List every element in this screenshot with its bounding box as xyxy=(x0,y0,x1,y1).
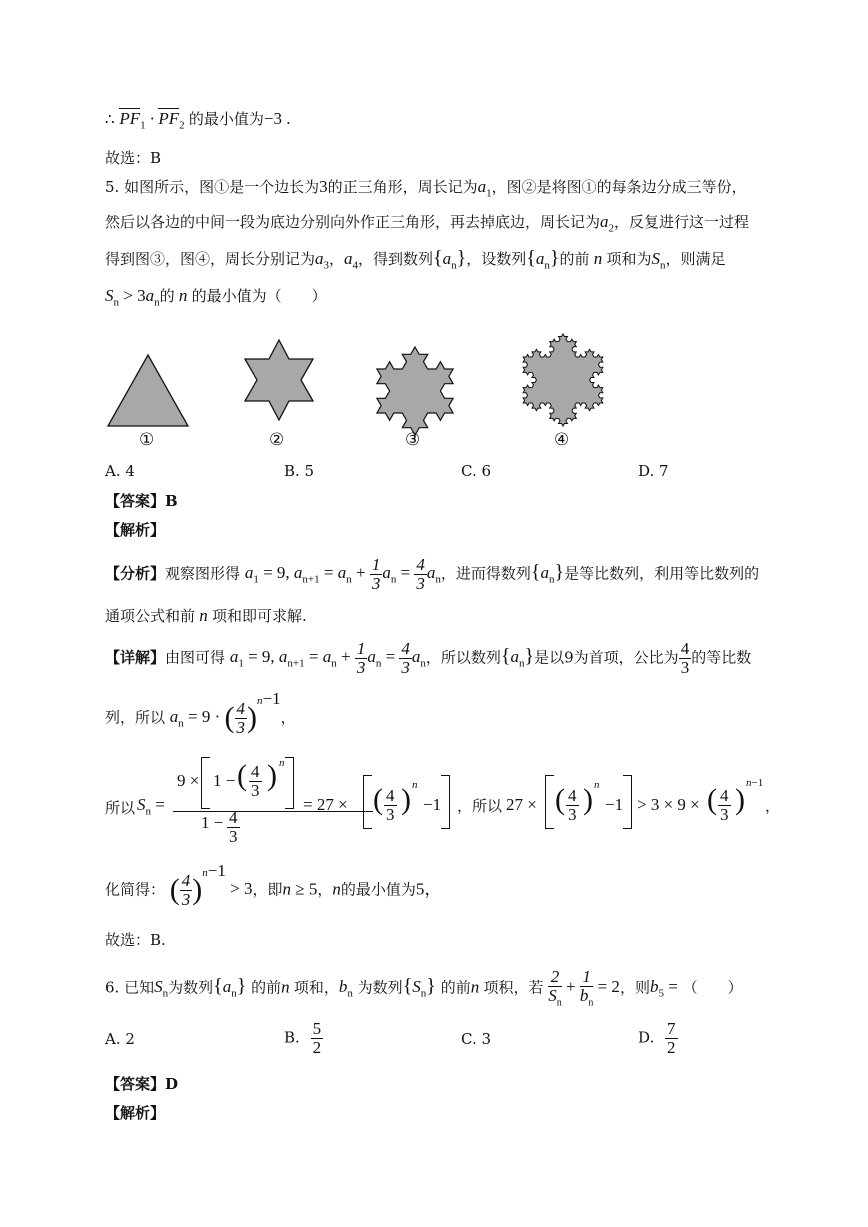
q5-text-a: 5. 如图所示，图①是一个边长为 xyxy=(105,178,320,196)
sn-gt-3an: $S_n > 3a_n$ xyxy=(105,286,160,309)
simplify-line xyxy=(105,860,442,909)
side-length: 3 xyxy=(319,177,328,196)
answer-6: 【答案】D xyxy=(105,1075,179,1093)
q6-bn: $b_n$ xyxy=(338,977,353,1000)
min-n-value: 5， xyxy=(415,879,442,899)
vector-pf1-dot-pf2: $PF_1 \cdot PF_2$ xyxy=(119,109,185,132)
figure-koch-4 xyxy=(513,323,613,427)
suoyi-text: 所以 xyxy=(105,799,136,817)
n-symbol-4: n xyxy=(332,879,341,899)
q5-line3-text-c: ，设数列 xyxy=(466,250,527,268)
xj-text-c: 是以9为首项，公比为 xyxy=(534,648,679,667)
sn-label: $S_n$ = xyxy=(137,795,165,818)
q5-line4 xyxy=(105,285,327,308)
a1-symbol: $a_1$ xyxy=(477,177,492,200)
a4-symbol: $a_4$ xyxy=(344,249,359,272)
q5-line2-text-b: ，反复进行这一过程 xyxy=(614,213,750,231)
q6-option-a[interactable]: A. 2 xyxy=(105,1030,135,1048)
n-symbol-2: n xyxy=(174,286,192,305)
q5-line3: 得到图③，图④，周长分别记为$a_3$，$a_4$，得到数列$\{a_n\}$，设数列$\{a_n\}$的前 n 项和为$S_n$，则满足 xyxy=(105,247,726,272)
q6-line1 xyxy=(105,968,743,1009)
q6-text-g: 项积，若 xyxy=(483,978,544,997)
q6-text-c: 的前 xyxy=(251,978,282,997)
q6-text-d: 项和， xyxy=(293,978,339,997)
q5-option-b[interactable]: B. 5 xyxy=(284,462,315,480)
q5-line3-text-e: 项和为 xyxy=(606,250,652,268)
q6-seq-sn: $\{S_n\}$ xyxy=(402,975,436,1000)
q5-line3-text-b: ，得到数列 xyxy=(358,250,434,268)
xj-text-d: 的等比数 xyxy=(691,648,752,667)
q5-option-c[interactable]: C. 6 xyxy=(461,462,492,480)
q6-text-a: 6. 已知 xyxy=(105,978,155,997)
q5-line4-text-b: 的最小值为（ ） xyxy=(191,287,327,305)
ratio-4-3: $\frac{4}{3}$ xyxy=(680,639,690,677)
q6-condition: $\frac{2}{S_n}$ + $\frac{1}{b_n}$ = 2 xyxy=(548,967,620,1009)
fig-label-4: ④ xyxy=(554,430,570,450)
an-formula: $a_n = 9$ · ( $\frac{4}{3}$ )$^{n-1}$ xyxy=(169,688,281,737)
fig-label-3: ③ xyxy=(405,430,421,450)
q6-n-2: n xyxy=(470,977,484,997)
a2-symbol: $a_2$ xyxy=(600,212,615,235)
simplify-ineq: ( $\frac{4}{3}$ )$^{n-1}$ > 3 xyxy=(169,860,253,909)
q5-text-d: ，图②是将图①的每条边分成三等份， xyxy=(491,178,747,196)
answer-5: 【答案】B xyxy=(105,492,178,510)
q5-line4-text: 的 xyxy=(159,287,175,305)
q6-text-h: ，则 xyxy=(619,978,650,997)
q6-text-i: （ ） xyxy=(682,978,743,997)
min-value-line xyxy=(105,108,291,131)
fig-label-1: ① xyxy=(139,430,155,450)
fenxi-recurrence: $a_1 = 9$, $a_{n+1} = a_n$ + $\frac{1}{3}$ $a_n$ = $\frac{4}{3}$ $a_n$ xyxy=(244,555,441,593)
q5-line1 xyxy=(105,176,747,199)
huajian-text: 化简得： xyxy=(105,880,166,899)
figure-triangle xyxy=(106,353,190,429)
q6-option-c[interactable]: C. 3 xyxy=(461,1030,492,1048)
min-value-text: 的最小值为 xyxy=(188,110,264,128)
q5-line3-text-a: 得到图③，图④，周长分别记为 xyxy=(105,250,316,268)
fenxi-tag: 【分析】 xyxy=(105,564,166,583)
min-value: −3 . xyxy=(263,109,291,128)
q5-line3-text-d: 的前 xyxy=(559,250,590,268)
therefore-symbol: ∴ xyxy=(105,110,115,128)
q6-n: n xyxy=(281,977,294,997)
n-geq-5: n ≥ 5 xyxy=(282,879,318,899)
q6-text-f: 的前 xyxy=(440,978,471,997)
fenxi-line2 xyxy=(105,605,307,626)
q6-option-d-value: $\frac{7}{2}$ xyxy=(667,1019,676,1057)
xj-text-a: 由图可得 xyxy=(165,648,226,667)
xj-text-b: ，所以数列 xyxy=(425,648,501,667)
figure-koch-3 xyxy=(367,335,463,437)
fenxi-seq: $\{a_n\}$ xyxy=(530,561,565,586)
figure-star xyxy=(238,337,320,423)
q5-option-a[interactable]: A. 4 xyxy=(105,462,135,480)
n-symbol: n xyxy=(589,249,607,268)
xj-seq: $\{a_n\}$ xyxy=(500,645,535,670)
fig-label-2: ② xyxy=(269,430,285,450)
answer-choice-line: 故选：B xyxy=(105,149,162,167)
q6-option-b[interactable] xyxy=(284,1020,323,1057)
huajian-text-d: 的最小值为 xyxy=(340,880,416,899)
sn-symbol: $S_n$ xyxy=(651,249,666,272)
xj-line2-text: 列，所以 xyxy=(105,708,166,727)
seq-an-2: $\{a_n\}$ xyxy=(526,247,560,272)
xj-recurrence: $a_1 = 9$, $a_{n+1} = a_n$ + $\frac{1}{3}$ $a_n$ = $\frac{4}{3}$ $a_n$ xyxy=(229,639,426,677)
sn-result: = 27 × xyxy=(303,795,348,814)
q5-line2-text: 然后以各边的中间一段为底边分别向外作正三角形，再去掉底边，周长记为 xyxy=(105,213,601,231)
huajian-text-c: ， xyxy=(317,880,333,899)
guxuan-line: 故选：B. xyxy=(105,931,166,949)
suoyi2-text: ，所以 xyxy=(457,797,503,815)
seq-an: $\{a_n\}$ xyxy=(433,247,467,272)
q6-option-d-label: D. xyxy=(638,1028,655,1047)
analysis-heading-6: 【解析】 xyxy=(105,1104,166,1122)
q6-option-d[interactable] xyxy=(638,1020,678,1057)
q5-text-c: 的正三角形，周长记为 xyxy=(327,178,478,196)
q5-option-d[interactable]: D. 7 xyxy=(638,462,669,480)
xiangjie-line2: 列，所以 $a_n = 9$ · ( $\frac{4}{3}$ )$^{n-1}$， xyxy=(105,688,296,737)
fenxi-text-b: ，进而得数列 xyxy=(440,564,531,583)
fenxi-text-a: 观察图形得 xyxy=(165,564,241,583)
fenxi-line1 xyxy=(105,556,759,593)
q6-option-b-label: B. xyxy=(284,1028,300,1047)
q5-line2 xyxy=(105,211,749,234)
sn-big-fraction: 9 × 1 − ( $\frac{4}{3}$ ) n 1 − $\frac{4}{3}$ xyxy=(173,757,373,853)
q6-seq-an: $\{a_n\}$ xyxy=(213,975,247,1000)
xiangjie-tag: 【详解】 xyxy=(105,648,166,667)
fenxi-line2-text: 通项公式和前 xyxy=(105,607,196,625)
q6-sn: $S_n$ xyxy=(154,977,169,1000)
n-symbol-3: n xyxy=(195,606,213,625)
fenxi-line2-text-b: 项和即可求解. xyxy=(212,607,307,625)
q6-text-e: 为数列 xyxy=(357,978,403,997)
huajian-text-b: ，即 xyxy=(252,880,283,899)
q6-b5: $b_5$ = xyxy=(649,977,678,1000)
a3-symbol: $a_3$ xyxy=(315,249,330,272)
q6-option-b-value: $\frac{5}{2}$ xyxy=(312,1019,322,1057)
fenxi-text-c: 是等比数列，利用等比数列的 xyxy=(564,564,760,583)
analysis-heading-5: 【解析】 xyxy=(105,521,166,539)
q5-line3-text-f: ，则满足 xyxy=(665,250,726,268)
xiangjie-line1 xyxy=(105,640,751,677)
q6-text-b: 为数列 xyxy=(168,978,214,997)
